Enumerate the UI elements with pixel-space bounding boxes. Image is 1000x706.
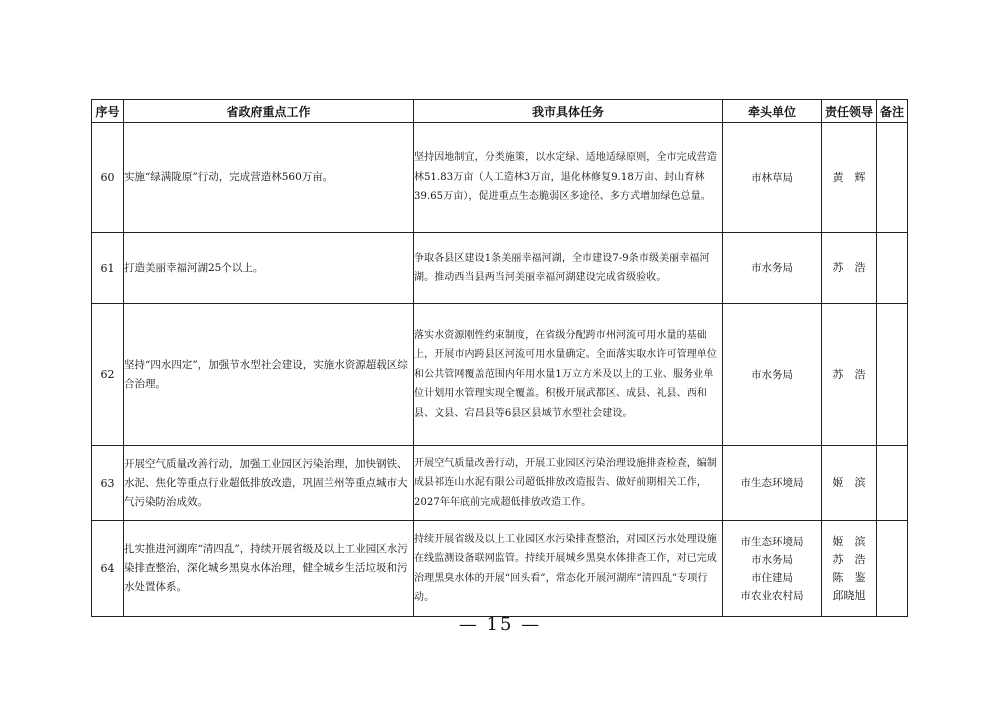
- row-lead-unit: [723, 304, 822, 446]
- leader-name: 姬 滨: [832, 476, 866, 489]
- row-lead-unit: [723, 446, 822, 521]
- row-provincial-work: 实施“绿满陇原”行动，完成营造林560万亩。: [124, 123, 414, 233]
- lead-unit-name: 市生态环境局: [740, 477, 804, 489]
- row-note: [877, 304, 908, 446]
- table-row: [92, 123, 908, 233]
- row-note: [877, 521, 908, 617]
- header-provincial-work: 省政府重点工作: [124, 100, 414, 123]
- leader-name: 陈 鉴: [832, 570, 866, 584]
- table-row: [92, 521, 908, 617]
- lead-unit-name: 市住建局: [751, 571, 793, 584]
- header-leader: 责任领导: [822, 100, 877, 123]
- key-tasks-table: [91, 99, 908, 617]
- header-city-task: 我市具体任务: [414, 100, 723, 123]
- page-number: — 15 —: [458, 614, 542, 635]
- header-lead-unit: 牵头单位: [723, 100, 822, 123]
- row-lead-unit: [723, 123, 822, 233]
- table-row: [92, 304, 908, 446]
- row-city-task: 坚持因地制宜，分类施策，以水定绿、适地适绿原则，全市完成营造林51.83万亩（人工造林3万亩，退化林修复9.18万亩、封山育林39.65万亩），促进重点生态脆弱区多途径、多方式增加绿色总量。: [414, 123, 723, 233]
- leader-name: 邱晓旭: [832, 588, 866, 602]
- row-lead-unit: [723, 521, 822, 617]
- header-seq: 序号: [92, 100, 124, 123]
- lead-unit-name: 市林草局: [751, 171, 793, 184]
- table-row: [92, 446, 908, 521]
- leader-name: 黄 辉: [832, 170, 866, 184]
- row-provincial-work: 扎实推进河湖库“清四乱”，持续开展省级及以上工业园区水污染排查整治，深化城乡黑臭水体治理，健全城乡生活垃圾和污水处置体系。: [124, 521, 414, 617]
- leader-name: 姬 滨: [832, 534, 866, 548]
- row-leader: [822, 446, 877, 521]
- row-city-task: 落实水资源刚性约束制度，在省级分配跨市州河流可用水量的基础上，开展市内跨县区河流可用水量确定。全面落实取水许可管理单位和公共管网覆盖范围内年用水量1万立方米及以上的工业、服务业单位计划用水管理实现全覆盖。积极开展武都区、成县、礼县、西和县、文县、宕昌县等6县区县域节水型社会建设。: [414, 304, 723, 446]
- leader-name: 苏 浩: [832, 367, 866, 381]
- row-leader: [822, 521, 877, 617]
- table-header-row: [92, 100, 908, 123]
- row-city-task: 开展空气质量改善行动，开展工业园区污染治理设施排查检查，编制成县祁连山水泥有限公司超低排放改造报告、做好前期相关工作，2027年年底前完成超低排放改造工作。: [414, 446, 723, 521]
- header-note: 备注: [877, 100, 908, 123]
- row-note: [877, 446, 908, 521]
- row-seq: 64: [92, 521, 124, 617]
- lead-unit-name: 市水务局: [751, 262, 793, 274]
- leader-name: 苏 浩: [832, 552, 866, 566]
- row-note: [877, 233, 908, 304]
- row-seq: 63: [92, 446, 124, 521]
- row-provincial-work: 坚持“四水四定”，加强节水型社会建设，实施水资源超载区综合治理。: [124, 304, 414, 446]
- table-row: [92, 233, 908, 304]
- row-lead-unit: [723, 233, 822, 304]
- row-note: [877, 123, 908, 233]
- row-provincial-work: 开展空气质量改善行动，加强工业园区污染治理，加快钢铁、水泥、焦化等重点行业超低排放改造，巩固兰州等重点城市大气污染防治成效。: [124, 446, 414, 521]
- leader-name: 苏 浩: [832, 261, 866, 274]
- row-provincial-work: 打造美丽幸福河湖25个以上。: [124, 233, 414, 304]
- row-city-task: 争取各县区建设1条美丽幸福河湖，全市建设7-9条市级美丽幸福河湖。推动西当县两当河美丽幸福河湖建设完成省级验收。: [414, 233, 723, 304]
- row-seq: 60: [92, 123, 124, 233]
- row-seq: 62: [92, 304, 124, 446]
- lead-unit-name: 市生态环境局: [740, 535, 804, 548]
- row-leader: [822, 233, 877, 304]
- lead-unit-name: 市水务局: [751, 368, 793, 381]
- row-seq: 61: [92, 233, 124, 304]
- row-city-task: 持续开展省级及以上工业园区水污染排查整治，对园区污水处理设施在线监测设备联网监管。持续开展城乡黑臭水体排查工作，对已完成治理黑臭水体的开展“回头看”，常态化开展河湖库“清四乱”专项行动。: [414, 521, 723, 617]
- lead-unit-name: 市水务局: [751, 553, 793, 566]
- row-leader: [822, 304, 877, 446]
- lead-unit-name: 市农业农村局: [740, 589, 804, 602]
- row-leader: [822, 123, 877, 233]
